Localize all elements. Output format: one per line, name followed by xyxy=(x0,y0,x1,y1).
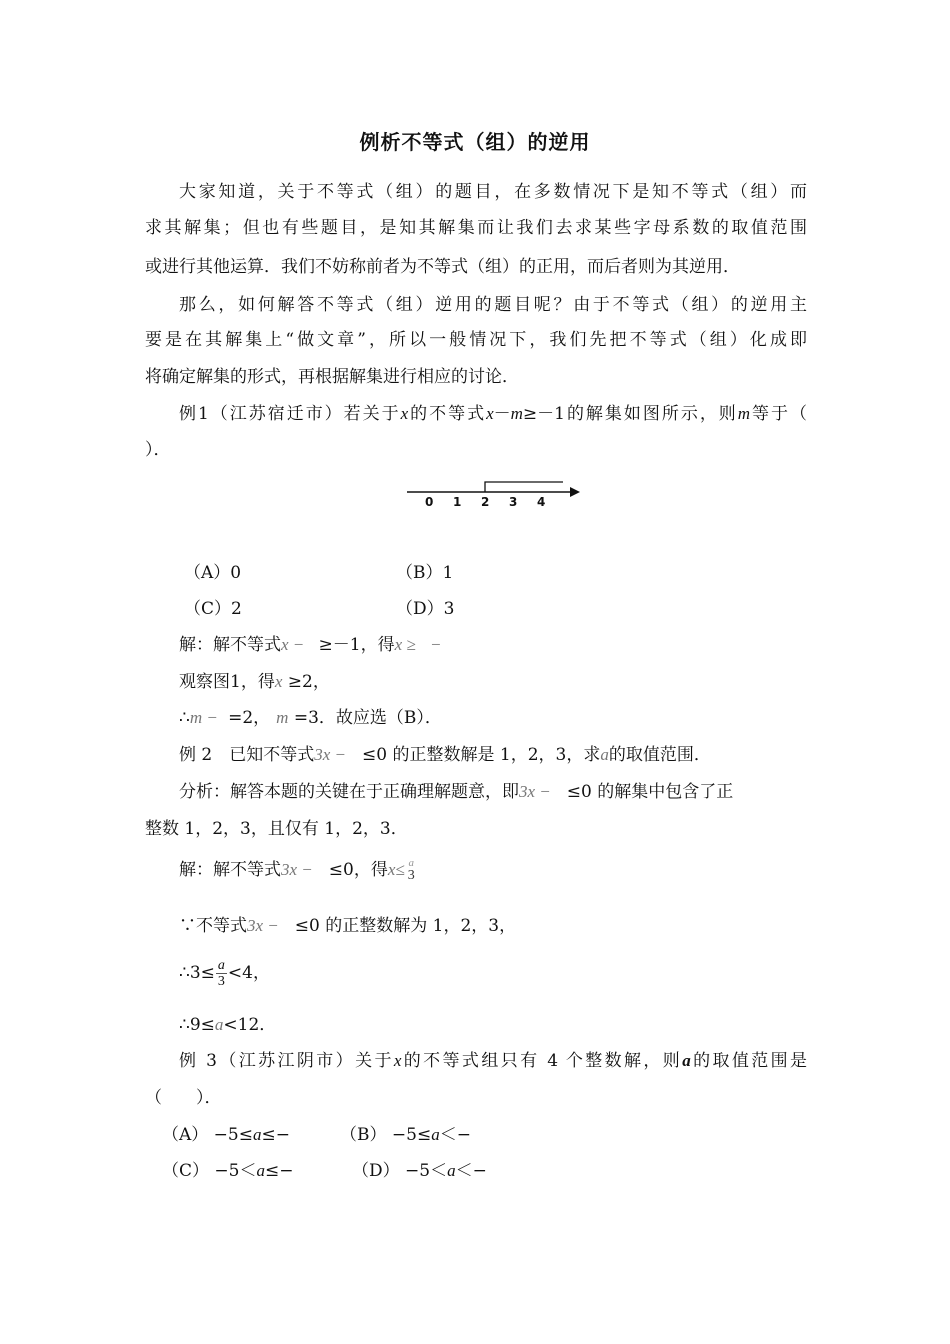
example2-analysis-end: 整数 1，2，3，且仅有 1，2，3． xyxy=(145,819,408,839)
option-c: （C）2 xyxy=(184,599,242,619)
number-line-arrow-icon xyxy=(570,487,580,497)
example2-solution-line: ∴3≤ $\frac{a}{3}$ <4， xyxy=(179,958,270,989)
example2-question: 例 2 已知不等式3x − ≤0 的正整数解是 1，2，3，求a的取值范围． xyxy=(179,745,711,765)
example3-option-a: （A） −5≤a≤− xyxy=(162,1125,290,1145)
example3-option-b: （B） −5≤a＜− xyxy=(340,1125,471,1145)
intro-line: 或进行其他运算．我们不妨称前者为不等式（组）的正用，而后者则为其逆用． xyxy=(145,257,740,277)
example1-solution-line: ∴m − =2， m =3．故应选（B）． xyxy=(179,708,442,728)
example3-question: 例 3（江苏江阴市）关于x的不等式组只有 4 个整数解，则a的取值范围是 xyxy=(179,1051,807,1071)
example2-analysis: 分析：解答本题的关键在于正确理解题意，即3x − ≤0 的解集中包含了正 xyxy=(179,782,734,802)
example3-option-c: （C） −5＜a≤− xyxy=(162,1161,294,1181)
intro-line: 将确定解集的形式，再根据解集进行相应的讨论． xyxy=(145,367,519,387)
example1-question-end: ）． xyxy=(145,440,171,460)
option-a: （A）0 xyxy=(184,563,242,583)
fraction-a-over-3: $\frac{a}{3}$ xyxy=(217,958,225,989)
option-d: （D）3 xyxy=(396,599,455,619)
example3-option-d: （D） −5＜a＜− xyxy=(352,1161,487,1181)
number-line-figure xyxy=(405,474,585,510)
intro-line: 要是在其解集上“做文章”，所以一般情况下，我们先把不等式（组）化成即 xyxy=(145,330,807,350)
example1-question: 例1（江苏宿迁市）若关于x的不等式x－m≥－1的解集如图所示，则m等于（ xyxy=(179,404,808,424)
option-b: （B）1 xyxy=(396,563,454,583)
tick-label: 4 xyxy=(537,495,546,509)
example2-solution-line: ∴9≤a<12． xyxy=(179,1015,277,1035)
example1-solution-line: 解：解不等式x − ≥－1，得x ≥ − xyxy=(179,635,442,655)
tick-label: 3 xyxy=(509,495,518,509)
fraction-a-over-3: a 3 xyxy=(407,857,415,883)
tick-label: 1 xyxy=(453,495,462,509)
tick-label: 0 xyxy=(425,495,434,509)
example2-solution-line: 解：解不等式3x − ≤0，得x≤ a 3 xyxy=(179,857,415,883)
example2-solution-line: ∵不等式3x − ≤0 的正整数解为 1，2，3， xyxy=(179,916,517,936)
intro-line: 大家知道，关于不等式（组）的题目，在多数情况下是知不等式（组）而 xyxy=(179,182,807,202)
page-title: 例析不等式（组）的逆用 xyxy=(359,130,591,154)
tick-label: 2 xyxy=(481,495,490,509)
intro-line: 求其解集；但也有些题目，是知其解集而让我们去求某些字母系数的取值范围 xyxy=(145,218,807,238)
example1-solution-line: 观察图1，得x ≥2， xyxy=(179,672,330,692)
solution-set-marker xyxy=(485,482,563,492)
example3-question-end: （ ）． xyxy=(145,1088,222,1108)
intro-line: 那么，如何解答不等式（组）逆用的题目呢？由于不等式（组）的逆用主 xyxy=(179,295,807,315)
